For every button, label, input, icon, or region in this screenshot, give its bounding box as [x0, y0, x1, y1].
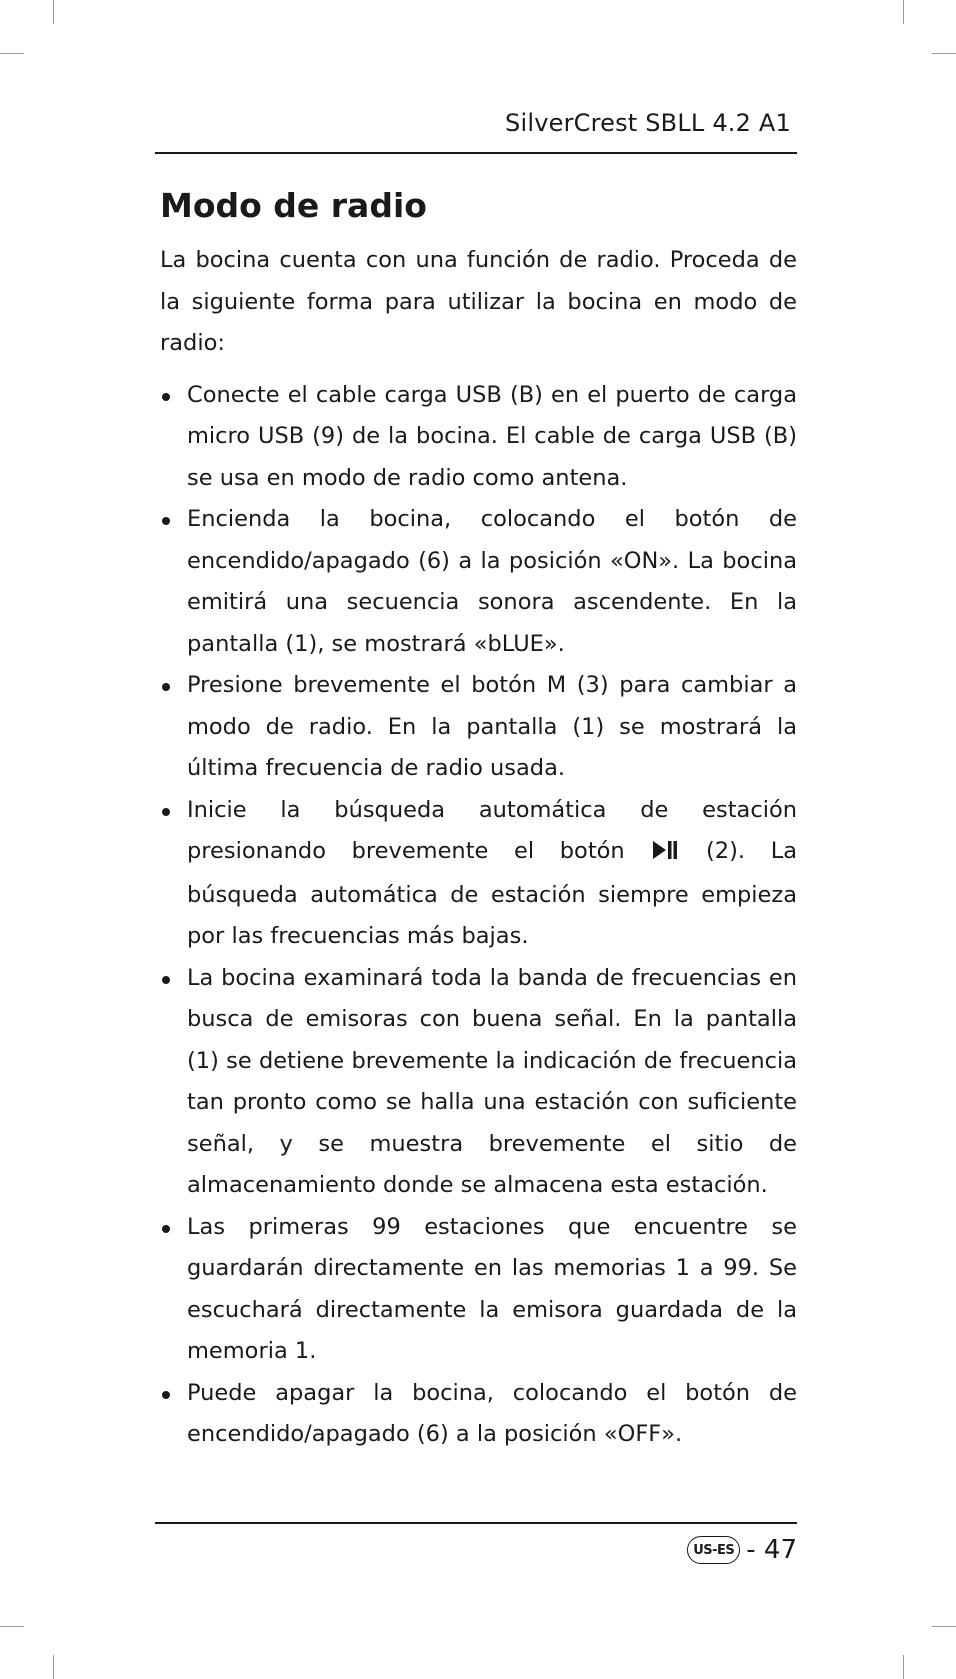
- list-item: [160, 790, 797, 958]
- crop-mark: [932, 1626, 956, 1627]
- bullet-icon: [162, 517, 170, 525]
- list-item: [160, 375, 797, 500]
- crop-mark: [903, 0, 904, 24]
- bullet-icon: [162, 1225, 170, 1233]
- list-item-text: Las primeras 99 estaciones que encuentre se guardarán directamente en las memorias 1 a 99. Se escuchará directamente la emisora guardada de la memoria 1.: [187, 1213, 797, 1364]
- bullet-icon: [162, 683, 170, 691]
- section-title: Modo de radio: [160, 186, 427, 225]
- list-item: [160, 499, 797, 665]
- crop-mark: [0, 1626, 24, 1627]
- crop-mark: [903, 1655, 904, 1679]
- bullet-icon: [162, 976, 170, 984]
- crop-mark: [53, 0, 54, 24]
- page-footer: [687, 1530, 797, 1570]
- page-content: [160, 182, 797, 1456]
- list-item: [160, 1373, 797, 1456]
- region-badge: US-ES: [687, 1536, 740, 1564]
- page-header: [155, 106, 797, 154]
- crop-mark: [932, 53, 956, 54]
- list-item-text: Presione brevemente el botón M (3) para cambiar a modo de radio. En la pantalla (1) se mostrará la última frecuencia de radio usada.: [187, 672, 797, 781]
- crop-mark: [53, 1655, 54, 1679]
- header-product-name: SilverCrest SBLL 4.2 A1: [505, 109, 791, 137]
- instruction-list: [160, 375, 797, 1456]
- list-item: [160, 665, 797, 790]
- crop-mark: [0, 53, 24, 54]
- bullet-icon: [162, 393, 170, 401]
- list-item-text: Inicie la búsqueda automática de estación presionando brevemente el botón: [187, 796, 797, 864]
- list-item-text: (2). La búsqueda automática de estación siempre empieza por las frecuencias más bajas.: [187, 838, 798, 949]
- play-pause-icon: [652, 833, 678, 875]
- list-item: [160, 958, 797, 1207]
- list-item: [160, 1207, 797, 1373]
- list-item-text: Puede apagar la bocina, colocando el botón de encendido/apagado (6) a la posición «OFF».: [187, 1379, 797, 1447]
- page-number: - 47: [746, 1535, 797, 1565]
- intro-paragraph: La bocina cuenta con una función de radio. Proceda de la siguiente forma para utilizar la bocina en modo de radio:: [160, 247, 797, 356]
- footer-divider: [155, 1522, 797, 1524]
- list-item-text: La bocina examinará toda la banda de frecuencias en busca de emisoras con buena señal. En la pantalla (1) se detiene brevemente la indicación de frecuencia tan pronto como se halla una estación con suficiente señal, y se muestra brevemente el sitio de almacenamiento donde se almacena esta estación.: [187, 964, 797, 1198]
- bullet-icon: [162, 808, 170, 816]
- bullet-icon: [162, 1391, 170, 1399]
- list-item-text: Encienda la bocina, colocando el botón de encendido/apagado (6) a la posición «ON». La bocina emitirá una secuencia sonora ascendente. En la pantalla (1), se mostrará «bLUE».: [187, 506, 797, 657]
- list-item-text: Conecte el cable carga USB (B) en el puerto de carga micro USB (9) de la bocina. El cable de carga USB (B) se usa en modo de radio como antena.: [187, 381, 797, 491]
